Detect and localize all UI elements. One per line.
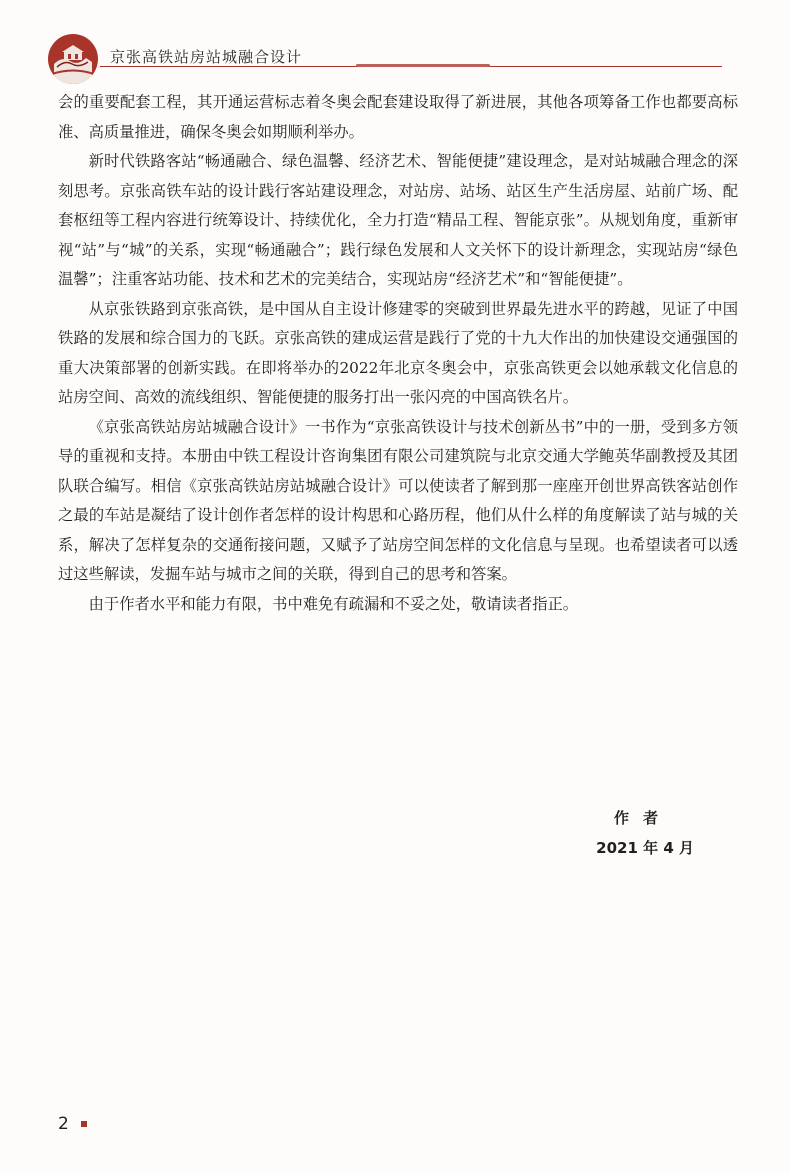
paragraph: 《京张高铁站房站城融合设计》一书作为“京张高铁设计与技术创新丛书”中的一册，受到多方领导的重视和支持。本册由中铁工程设计咨询集团有限公司建筑院与北京交通大学鲍英华副教授及其团队联合编写。相信《京张高铁站房站城融合设计》可以使读者了解到那一座座开创世界高铁客站创作之最的车站是凝结了设计创作者怎样的设计构思和心路历程，他们从什么样的角度解读了站与城的关系，解决了怎样复杂的交通衔接问题，又赋予了站房空间怎样的文化信息与呈现。也希望读者可以透过这些解读，发掘车站与城市之间的关联，得到自己的思考和答案。 bbox=[58, 417, 738, 583]
header-accent-bar bbox=[356, 64, 490, 67]
paragraph: 新时代铁路客站“畅通融合、绿色温馨、经济艺术、智能便捷”建设理念，是对站城融合理念的深刻思考。京张高铁车站的设计践行客站建设理念，对站房、站场、站区生产生活房屋、站前广场、配套枢纽等工程内容进行统筹设计、持续优化，全力打造“精品工程、智能京张”。从规划角度，重新审视“站”与“城”的关系，实现“畅通融合”；践行绿色发展和人文关怀下的设计新理念，实现站房“绿色温馨”；注重客站功能、技术和艺术的完美结合，实现站房“经济艺术”和“智能便捷”。 bbox=[58, 152, 738, 288]
paragraph: 会的重要配套工程，其开通运营标志着冬奥会配套建设取得了新进展，其他各项筹备工作也都要高标准、高质量推进，确保冬奥会如期顺利举办。 bbox=[58, 93, 738, 141]
page-header bbox=[0, 0, 790, 90]
paragraph: 从京张铁路到京张高铁，是中国从自主设计修建零的突破到世界最先进水平的跨越，见证了中国铁路的发展和综合国力的飞跃。京张高铁的建成运营是践行了党的十九大作出的加快建设交通强国的重大决策部署的创新实践。在即将举办的2022年北京冬奥会中，京张高铁更会以她承载文化信息的站房空间、高效的流线组织、智能便捷的服务打出一张闪亮的中国高铁名片。 bbox=[58, 299, 738, 406]
emblem-graphic bbox=[48, 34, 98, 84]
preface-body bbox=[58, 88, 738, 619]
signature-block bbox=[596, 803, 694, 863]
signature-date: 2021 年 4 月 bbox=[596, 839, 694, 857]
page-number: 2 bbox=[58, 1114, 69, 1134]
signature-author: 作者 bbox=[613, 809, 672, 827]
running-header-title: 京张高铁站房站城融合设计 bbox=[110, 48, 303, 66]
railway-station-emblem-icon bbox=[48, 34, 98, 84]
page-marker-square-icon bbox=[81, 1121, 87, 1127]
page-footer bbox=[58, 1114, 87, 1134]
paragraph: 由于作者水平和能力有限，书中难免有疏漏和不妥之处，敬请读者指正。 bbox=[88, 594, 579, 613]
